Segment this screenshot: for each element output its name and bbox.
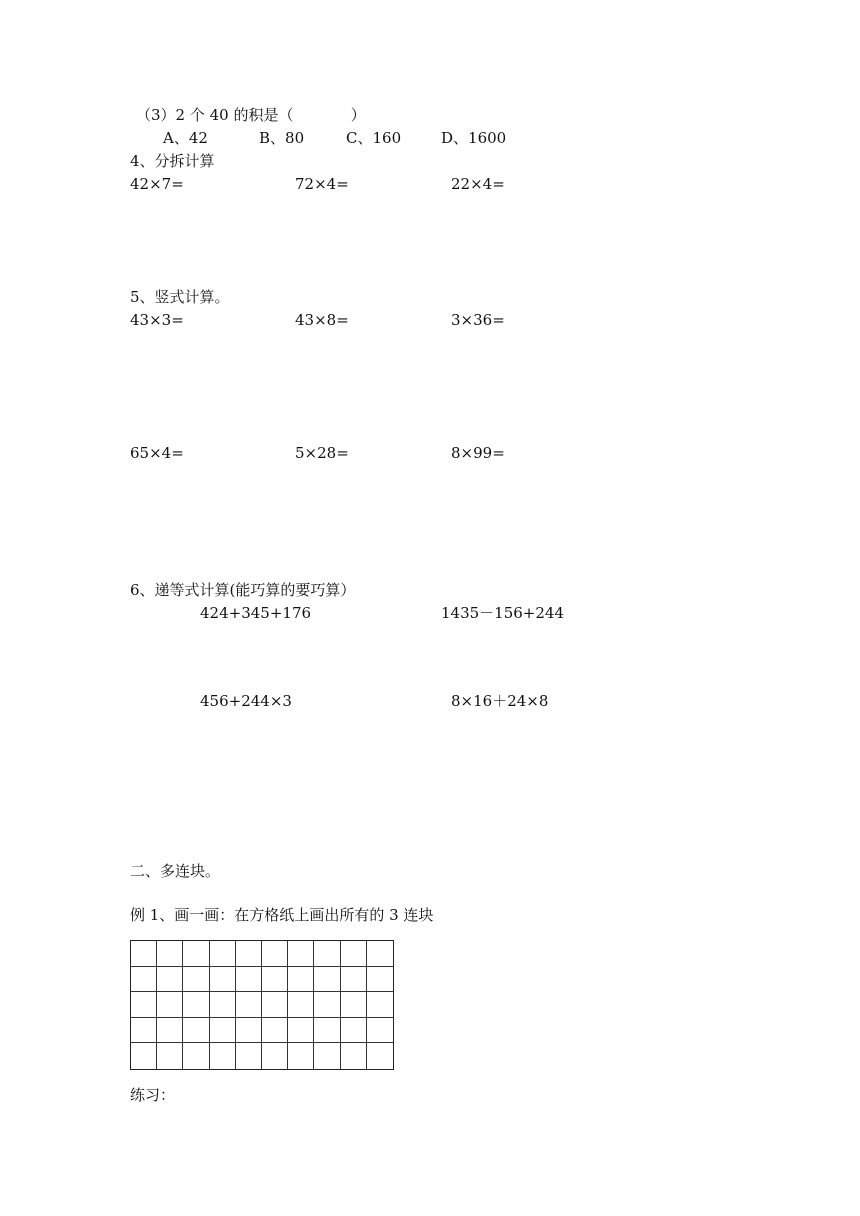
example-1-instruction: 例 1、画一画：在方格纸上画出所有的 3 连块 <box>130 906 434 924</box>
grid-cell <box>341 992 367 1018</box>
practice-label: 练习： <box>130 1086 176 1104</box>
grid-cell <box>288 967 314 993</box>
sec5-row1-item-2: 43×8= <box>295 311 349 329</box>
sec4-item-1: 42×7= <box>130 175 184 193</box>
grid-cell <box>367 967 393 993</box>
sec4-item-3: 22×4= <box>451 175 505 193</box>
sec5-row2-item-3: 8×99= <box>451 444 505 462</box>
option-d: D、1600 <box>441 129 507 147</box>
grid-cell <box>157 992 183 1018</box>
sec5-row2-item-2: 5×28= <box>295 444 349 462</box>
sec6-row1-item-2: 1435－156+244 <box>441 604 565 622</box>
grid-cell <box>131 941 157 967</box>
grid-cell <box>157 941 183 967</box>
grid-cell <box>288 1043 314 1069</box>
grid-cell <box>157 1018 183 1044</box>
grid-cell <box>131 1043 157 1069</box>
grid-cell <box>262 1018 288 1044</box>
grid-cell <box>288 941 314 967</box>
grid-cell <box>262 992 288 1018</box>
section-4-title: 4、分拆计算 <box>130 152 215 170</box>
grid-cell <box>288 992 314 1018</box>
grid-cell <box>314 1043 340 1069</box>
grid-cell <box>157 1043 183 1069</box>
grid-cell <box>236 1018 262 1044</box>
sec5-row1-item-3: 3×36= <box>451 311 505 329</box>
grid-cell <box>183 967 209 993</box>
grid-cell <box>210 1043 236 1069</box>
sec4-item-2: 72×4= <box>295 175 349 193</box>
option-a: A、42 <box>163 129 208 147</box>
part-2-title: 二、多连块。 <box>130 862 221 880</box>
grid-cell <box>236 992 262 1018</box>
grid-cell <box>367 1043 393 1069</box>
grid-cell <box>314 992 340 1018</box>
grid-cell <box>210 967 236 993</box>
grid-cell <box>367 941 393 967</box>
grid-cell <box>262 1043 288 1069</box>
question-3: （3）2 个 40 的积是（ ） <box>136 106 366 124</box>
grid-cell <box>183 1018 209 1044</box>
grid-cell <box>288 1018 314 1044</box>
section-5-title: 5、竖式计算。 <box>130 288 230 306</box>
square-grid-paper <box>130 940 394 1070</box>
grid-cell <box>183 941 209 967</box>
grid-cell <box>131 967 157 993</box>
grid-cell <box>341 1018 367 1044</box>
grid-cell <box>183 992 209 1018</box>
option-c: C、160 <box>346 129 402 147</box>
grid-cell <box>262 941 288 967</box>
grid-cell <box>314 941 340 967</box>
grid-cell <box>341 941 367 967</box>
grid-cell <box>367 992 393 1018</box>
grid-cell <box>157 967 183 993</box>
grid-cell <box>210 941 236 967</box>
sec6-row2-item-2: 8×16＋24×8 <box>451 692 549 710</box>
sec5-row1-item-1: 43×3= <box>130 311 184 329</box>
grid-cell <box>262 967 288 993</box>
grid-cell <box>367 1018 393 1044</box>
sec6-row1-item-1: 424+345+176 <box>200 604 312 622</box>
grid-cell <box>236 941 262 967</box>
option-b: B、80 <box>259 129 305 147</box>
grid-cell <box>314 967 340 993</box>
sec6-row2-item-1: 456+244×3 <box>200 692 292 710</box>
grid-cell <box>236 1043 262 1069</box>
grid-cell <box>210 1018 236 1044</box>
grid-cell <box>131 1018 157 1044</box>
grid-cell <box>183 1043 209 1069</box>
grid-cell <box>341 967 367 993</box>
grid-cell <box>131 992 157 1018</box>
grid-cell <box>210 992 236 1018</box>
grid-cell <box>341 1043 367 1069</box>
sec5-row2-item-1: 65×4= <box>130 444 184 462</box>
grid-cell <box>314 1018 340 1044</box>
section-6-title: 6、递等式计算(能巧算的要巧算） <box>130 581 356 599</box>
grid-cell <box>236 967 262 993</box>
